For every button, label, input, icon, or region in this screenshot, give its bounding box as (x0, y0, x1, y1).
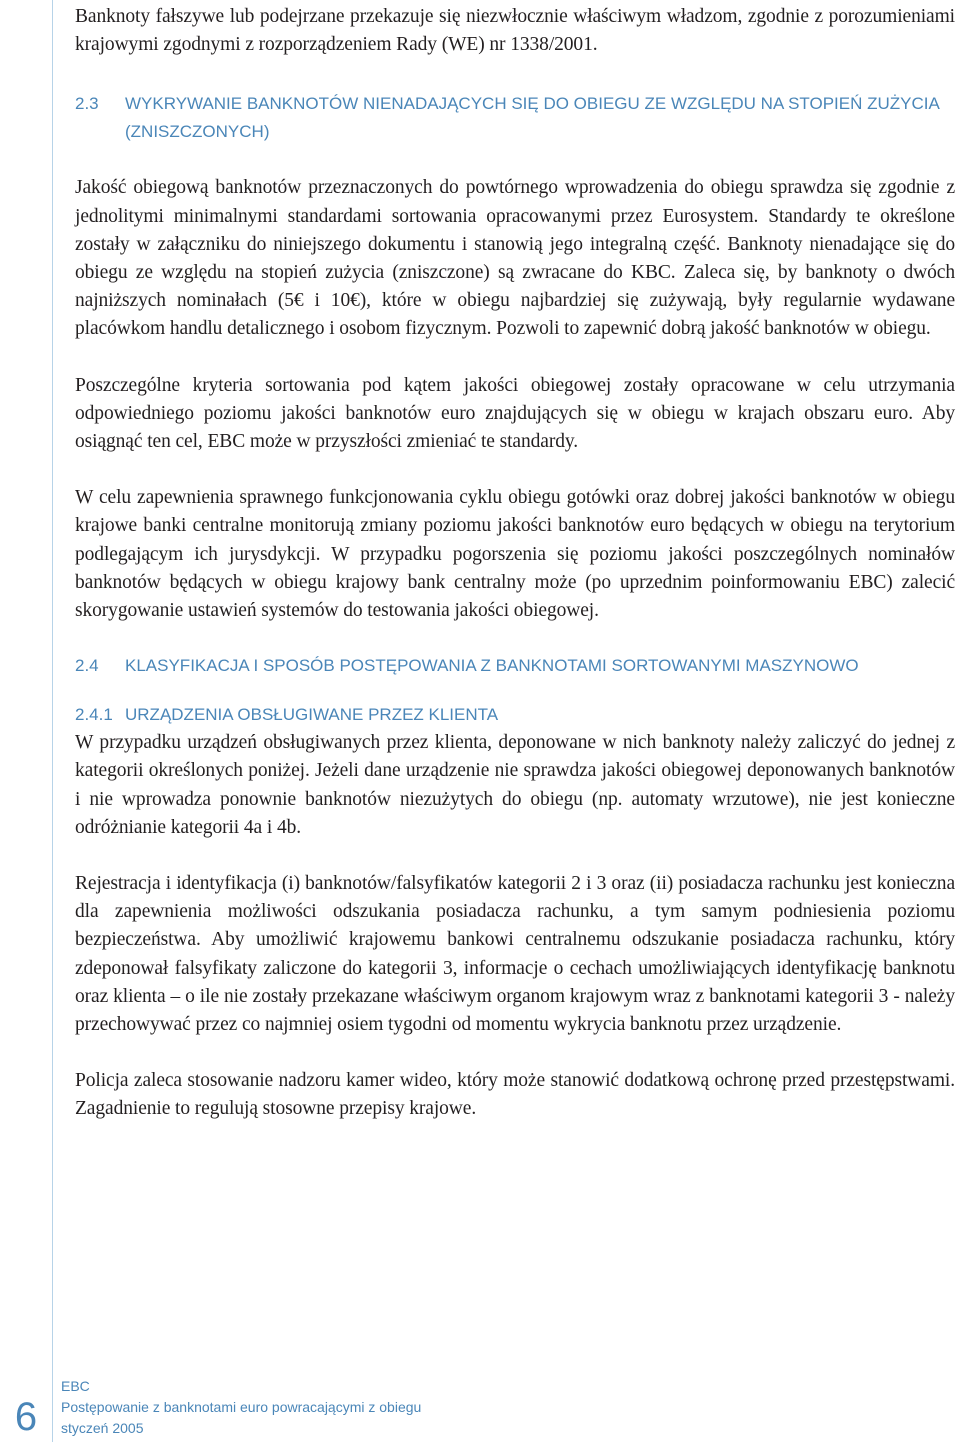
footer-doc-title: Postępowanie z banknotami euro powracającymi z obiegu (61, 1399, 422, 1415)
paragraph: W celu zapewnienia sprawnego funkcjonowania cyklu obiegu gotówki oraz dobrej jakości banknotów w obiegu krajowe banki centralne monitorują zmiany poziomu jakości banknotów euro będących w obiegu na terytorium podlegającym ich jurysdykcji. W przypadku pogorszenia się poziomu jakości poszczególnych nominałów banknotów będących w obiegu krajowy bank centralny może (po uprzednim poinformowaniu EBC) zalecić skorygowanie ustawień systemów do testowania jakości obiegowej. (75, 487, 955, 622)
page-footer (61, 1376, 421, 1439)
subsection-heading-2-4-1 (75, 701, 955, 729)
section-title: WYKRYWANIE BANKNOTÓW NIENADAJĄCYCH SIĘ DO OBIEGU ZE WZGLĘDU NA STOPIEŃ ZUŻYCIA (ZNISZCZONYCH) (125, 94, 939, 142)
page-content (75, 0, 955, 1124)
paragraph: Poszczególne kryteria sortowania pod kątem jakości obiegowej zostały opracowane w celu utrzymania odpowiedniego poziomu jakości banknotów euro znajdujących się w obiegu w krajach obszaru euro. Aby osiągnąć ten cel, EBC może w przyszłości zmieniać te standardy. (75, 374, 955, 453)
section-title: KLASYFIKACJA I SPOSÓB POSTĘPOWANIA Z BANKNOTAMI SORTOWANYMI MASZYNOWO (125, 656, 859, 676)
intro-paragraph: Banknoty fałszywe lub podejrzane przekazuje się niezwłocznie właściwym władzom, zgodnie z porozumieniami krajowymi zgodnymi z rozporządzeniem Rady (WE) nr 1338/2001. (75, 6, 955, 56)
section-heading-2-4 (75, 652, 955, 680)
paragraph: W przypadku urządzeń obsługiwanych przez klienta, deponowane w nich banknoty należy zaliczyć do jednej z kategorii określonych poniżej. Jeżeli dane urządzenie nie sprawdza jakości obiegowej deponowanych banknotów i nie wprowadza ponownie banknotów niezużytych do obiegu (np. automaty wrzutowe), nie jest konieczne odróżnianie kategorii 4a i 4b. (75, 732, 955, 838)
page-number: 6 (14, 1395, 38, 1439)
section-number: 2.3 (75, 94, 99, 114)
footer-org: EBC (61, 1378, 90, 1394)
margin-rule (52, 0, 53, 1442)
paragraph: Jakość obiegową banknotów przeznaczonych do powtórnego wprowadzenia do obiegu sprawdza się zgodnie z jednolitymi minimalnymi standardami sortowania opracowanymi przez Eurosystem. Standardy te określone zostały w załączniku do niniejszego dokumentu i stanowią jego integralną część. Banknoty nienadające się do obiegu ze względu na stopień zużycia (zniszczone) są zwracane do KBC. Zaleca się, by banknoty o dwóch najniższych nominałach (5€ i 10€), które w obiegu najbardziej się zużywają, były regularnie wydawane placówkom handlu detalicznego i osobom fizycznym. Pozwoli to zapewnić dobrą jakość banknotów w obiegu. (75, 177, 955, 340)
paragraph: Rejestracja i identyfikacja (i) banknotów/falsyfikatów kategorii 2 i 3 oraz (ii) posiadacza rachunku jest konieczna dla zapewnienia możliwości odszukania posiadacza rachunku, a tym samym podniesienia poziomu bezpieczeństwa. Aby umożliwić krajowemu bankowi centralnemu odszukanie posiadacza rachunku, który zdeponował falsyfikaty zaliczone do kategorii 3, informacje o cechach umożliwiających identyfikację banknotu oraz klienta – o ile nie zostały przekazane właściwym organom krajowym wraz z banknotami kategorii 3 - należy przechowywać przez co najmniej osiem tygodni od momentu wykrycia banknotu przez urządzenie. (75, 873, 955, 1036)
section-number: 2.4 (75, 656, 99, 676)
subsection-title: URZĄDZENIA OBSŁUGIWANE PRZEZ KLIENTA (125, 705, 499, 725)
paragraph: Policja zaleca stosowanie nadzoru kamer wideo, który może stanowić dodatkową ochronę przed przestępstwami. Zagadnienie to regulują stosowne przepisy krajowe. (75, 1070, 955, 1120)
section-heading-2-3 (75, 90, 955, 146)
footer-date: styczeń 2005 (61, 1420, 144, 1436)
subsection-number: 2.4.1 (75, 705, 113, 725)
